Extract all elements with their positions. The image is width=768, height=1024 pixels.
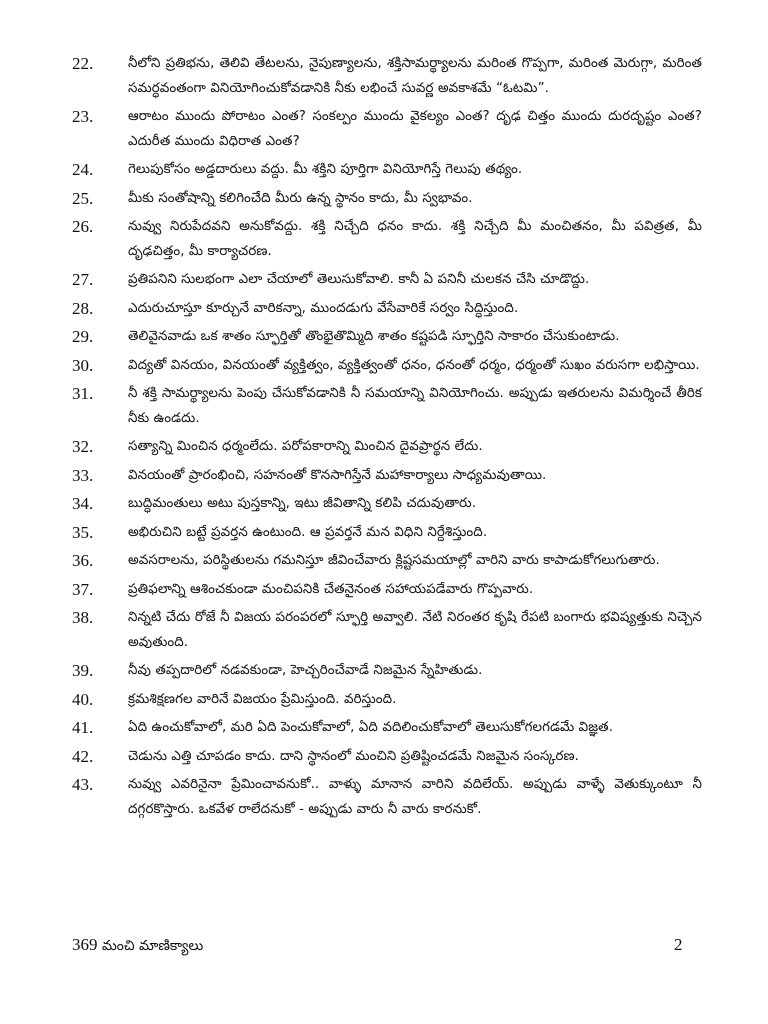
item-text: నువ్వు ఎవరినైనా ప్రేమించావనుకో.. వాళ్ళు మానాన వారిని వదిలేయ్. అప్పుడు వాళ్ళే వెతుక్కుంటూ నీ దగ్గరకొస్తారు. ఒకవేళ రాలేదనుకో - అప్పుడు వారు నీ వారు కారనుకో. <box>128 777 702 817</box>
item-number: 25. <box>72 188 94 208</box>
list-item <box>70 659 702 684</box>
item-text: తెలివైనవాడు ఒక శాతం స్ఫూర్తితో తొంభైతొమ్మిది శాతం కష్టపడి స్ఫూర్తిని సాకారం చేసుకుంటాడు. <box>128 329 620 344</box>
list-item <box>70 215 702 264</box>
list-item <box>70 268 702 293</box>
item-text: చెడును ఎత్తి చూపడం కాదు. దాని స్థానంలో మంచిని ప్రతిష్టించడమే నిజమైన సంస్కరణ. <box>128 748 580 764</box>
item-number: 29. <box>72 327 94 346</box>
item-number: 22. <box>72 54 94 73</box>
list-item <box>70 745 702 770</box>
item-text: అవసరాలను, పరిస్థితులను గమనిస్తూ జీవించేవారు క్లిష్టసమయాల్లో వారిని వారు కాపాడుకోగలుగుతారు. <box>128 553 660 568</box>
list-item <box>70 435 702 460</box>
item-text: ఎదురుచూస్తూ కూర్చునే వారికన్నా, ముందడుగు వేసేవారికే సర్వం సిద్ధిస్తుంది. <box>128 300 519 316</box>
list-item <box>70 521 702 546</box>
item-text: విద్యతో వినయం, వినయంతో వ్యక్తిత్వం, వ్యక్తిత్వంతో ధనం, ధనంతో ధర్మం, ధర్మంతో సుఖం వరుసగా లభిస్తాయి. <box>128 357 700 373</box>
item-number: 34. <box>72 494 94 513</box>
item-text: నువ్వు నిరుపేదవని అనుకోవద్దు. శక్తి నిచ్చేది ధనం కాదు. శక్తి నిచ్చేది మీ మంచితనం, మీ పవిత్రత, మీ దృఢచిత్తం, మీ కార్యాచరణ. <box>128 219 702 259</box>
item-text: సత్యాన్ని మించిన ధర్మంలేదు. పరోపకారాన్ని మించిన దైవప్రార్థన లేదు. <box>128 439 483 454</box>
item-number: 38. <box>72 608 94 627</box>
list-item <box>70 773 702 822</box>
item-text: మీకు సంతోషాన్ని కలిగించేది మీరు ఉన్న స్థానం కాదు, మీ స్వభావం. <box>128 190 473 206</box>
item-text: నీలోని ప్రతిభను, తెలివి తేటలను, నైపుణ్యాలను, శక్తిసామర్థ్యాలను మరింత గొప్పగా, మరింత మెరుగ్గా, మరింత సమర్ధవంతంగా వినియోగించుకోవడానికి నీకు లభించే సువర్ణ అవకాశమే “ఓటమి”. <box>128 56 702 96</box>
list-item <box>70 578 702 603</box>
item-text: ప్రతిఫలాన్ని ఆశించకుండా మంచిపనికి చేతనైనంత సహాయపడేవారు గొప్పవారు. <box>128 581 534 597</box>
item-text: ఏది ఉంచుకోవాలో, మరి ఏది పెంచుకోవాలో, ఏది వదిలించుకోవాలో తెలుసుకోగలగడమే విజ్ఞత. <box>128 720 614 735</box>
item-number: 39. <box>72 661 94 680</box>
list-item <box>70 297 702 322</box>
item-text: బుద్ధిమంతులు అటు పుస్తకాన్ని, ఇటు జీవితాన్ని కలిపి చదువుతారు. <box>128 496 477 511</box>
item-text: నిన్నటి చేదు రోజే నీ విజయ పరంపరలో స్ఫూర్తి అవ్వాలి. నేటి నిరంతర కృషి రేపటి బంగారు భవిష్యత్తుకు నిచ్చెన అవుతుంది. <box>128 610 702 650</box>
list-item <box>70 187 702 212</box>
item-text: క్రమశిక్షణగల వారినే విజయం ప్రేమిస్తుంది. వరిస్తుంది. <box>128 691 397 707</box>
item-text: నీ శక్తి సామర్థ్యాలను పెంపు చేసుకోవడానికి నీ సమయాన్ని వినియోగించు. అప్పుడు ఇతరులను విమర్శించే తీరిక నీకు ఉండదు. <box>128 386 702 426</box>
footer-book-name: మంచి మాణిక్యాలు <box>101 938 204 954</box>
list-item <box>70 549 702 574</box>
list-item <box>70 688 702 713</box>
item-number: 28. <box>72 298 94 318</box>
footer-book-title <box>72 934 203 957</box>
list-item <box>70 464 702 489</box>
item-text: అభిరుచిని బట్టే ప్రవర్తన ఉంటుంది. ఆ ప్రవర్తనే మన విధిని నిర్దేశిస్తుంది. <box>128 524 488 540</box>
list-item <box>70 492 702 517</box>
item-number: 36. <box>72 551 94 570</box>
item-text: గెలుపుకోసం అడ్డదారులు వద్దు. మీ శక్తిని పూర్తిగా వినియోగిస్తే గెలుపు తథ్యం. <box>128 162 523 177</box>
list-item <box>70 716 702 741</box>
item-text: ప్రతిపనిని సులభంగా ఎలా చేయాలో తెలుసుకోవాలి. కానీ ఏ పనినీ చులకన చేసి చూడొద్దు. <box>128 272 590 287</box>
item-number: 32. <box>72 437 94 456</box>
item-number: 40. <box>72 689 94 709</box>
page-number: 2 <box>674 935 683 954</box>
item-number: 33. <box>72 465 94 485</box>
item-number: 43. <box>72 775 94 794</box>
list-item <box>70 354 702 379</box>
item-number: 35. <box>72 522 94 542</box>
item-text: వినయంతో ప్రారంభించి, సహనంతో కొనసాగిస్తేనే మహాకార్యాలు సాధ్యమవుతాయి. <box>128 467 547 483</box>
item-number: 26. <box>72 217 94 236</box>
item-text: ఆరాటం ముందు పోరాటం ఎంత? సంకల్పం ముందు వైకల్యం ఎంత? దృఢ చిత్తం ముందు దురదృష్టం ఎంత? ఎదురీత ముందు విధిరాత ఎంత? <box>128 109 702 149</box>
item-number: 42. <box>72 746 94 766</box>
list-item <box>70 105 702 154</box>
list-item <box>70 158 702 183</box>
footer-book-number: 369 <box>72 935 98 954</box>
list-item <box>70 52 702 101</box>
item-number: 41. <box>72 718 94 737</box>
item-number: 27. <box>72 270 94 289</box>
list-item <box>70 606 702 655</box>
item-number: 31. <box>72 384 94 403</box>
item-number: 30. <box>72 355 94 375</box>
item-number: 23. <box>72 107 94 126</box>
item-number: 24. <box>72 160 94 179</box>
item-number: 37. <box>72 579 94 599</box>
item-text: నీవు తప్పదారిలో నడవకుండా, హెచ్చరించేవాడే నిజమైన స్నేహితుడు. <box>128 663 483 678</box>
quotes-list <box>70 52 702 826</box>
list-item <box>70 325 702 350</box>
list-item <box>70 382 702 431</box>
